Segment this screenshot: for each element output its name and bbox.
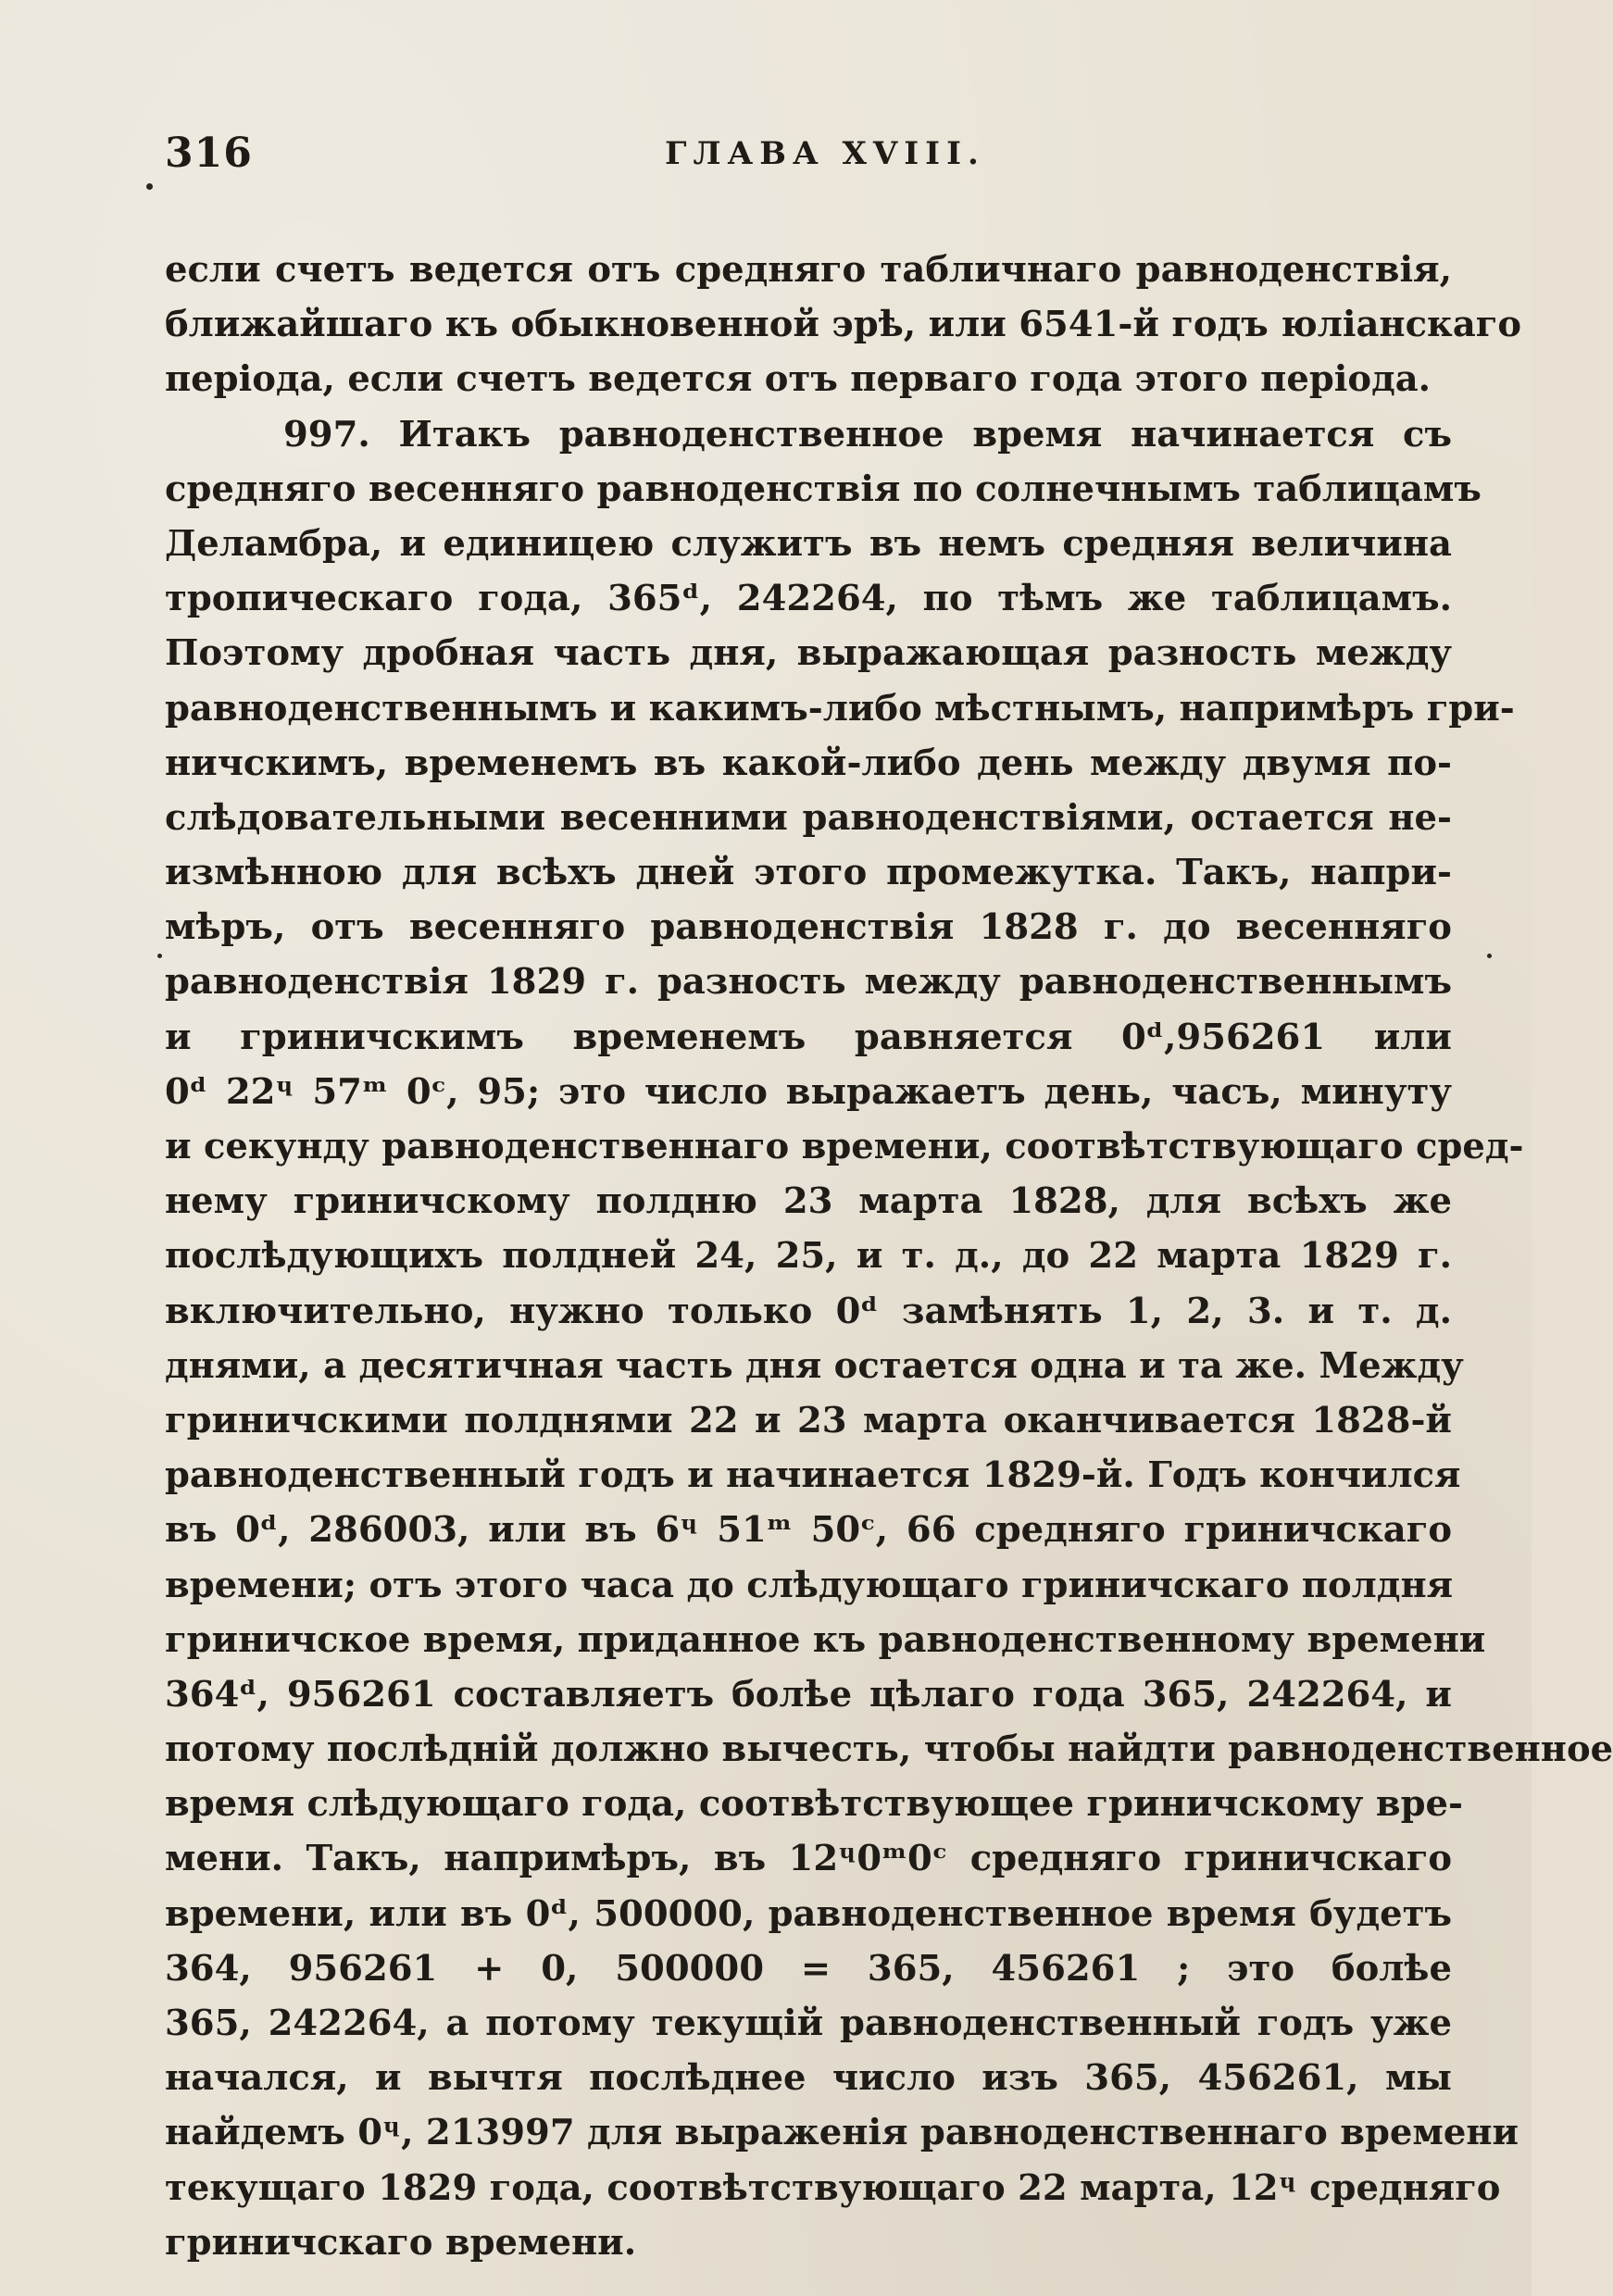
text-line: и гриничскимъ временемъ равняется 0ᵈ,956261 или bbox=[165, 1016, 1452, 1058]
text-line: слѣдовательными весенними равноденствіями, остается не- bbox=[165, 796, 1452, 839]
text-line: времени, или въ 0ᵈ, 500000, равноденственное время будетъ bbox=[165, 1892, 1452, 1935]
ink-speck bbox=[146, 183, 153, 190]
text-line: времени; отъ этого часа до слѣдующаго гриничскаго полдня bbox=[165, 1564, 1454, 1606]
text-line: Деламбра, и единицею служитъ въ немъ средняя величина bbox=[165, 522, 1452, 565]
text-line: 364ᵈ, 956261 составляетъ болѣе цѣлаго года 365, 242264, и bbox=[165, 1673, 1452, 1716]
text-line: послѣдующихъ полдней 24, 25, и т. д., до 22 марта 1829 г. bbox=[165, 1235, 1452, 1278]
text-line: и секунду равноденственнаго времени, соотвѣтствующаго сред- bbox=[165, 1126, 1524, 1167]
text-line: равноденственнымъ и какимъ-либо мѣстнымъ, напримѣръ гри- bbox=[165, 687, 1515, 730]
text-line: тропическаго года, 365ᵈ, 242264, по тѣмъ же таблицамъ. bbox=[165, 578, 1452, 620]
text-line: гриничскаго времени. bbox=[165, 2221, 637, 2264]
text-line: 364, 956261 + 0, 500000 = 365, 456261 ; это болѣе bbox=[165, 1947, 1452, 1990]
body-text bbox=[165, 243, 1613, 2270]
text-line: если счетъ ведется отъ средняго табличнаго равноденствія, bbox=[165, 249, 1452, 291]
text-line: ничскимъ, временемъ въ какой-либо день между двумя по- bbox=[165, 742, 1452, 784]
text-line: потому послѣдній должно вычесть, чтобы найдти равноденственное bbox=[165, 1728, 1613, 1771]
ink-speck bbox=[1487, 954, 1492, 958]
text-line: равноденственный годъ и начинается 1829-й. Годъ кончился bbox=[165, 1454, 1461, 1497]
text-line: гриничскими полднями 22 и 23 марта оканчивается 1828-й bbox=[165, 1399, 1452, 1441]
text-line: равноденствія 1829 г. разность между равноденственнымъ bbox=[165, 961, 1452, 1004]
ink-speck bbox=[157, 954, 162, 958]
text-line: текущаго 1829 года, соотвѣтствующаго 22 марта, 12ᶣ средняго bbox=[165, 2166, 1501, 2209]
text-line: періода, если счетъ ведется отъ перваго года этого періода. bbox=[165, 358, 1432, 401]
text-line: включительно, нужно только 0ᵈ замѣнять 1, 2, 3. и т. д. bbox=[165, 1290, 1452, 1332]
text-line: мѣръ, отъ весенняго равноденствія 1828 г. до весенняго bbox=[165, 906, 1452, 949]
text-line: измѣнною для всѣхъ дней этого промежутка. Такъ, напри- bbox=[165, 852, 1452, 894]
text-line: 0ᵈ 22ᶣ 57ᵐ 0ᶜ, 95; это число выражаетъ день, часъ, минуту bbox=[165, 1070, 1452, 1113]
text-line: мени. Такъ, напримѣръ, въ 12ᶣ0ᵐ0ᶜ средняго гриничскаго bbox=[165, 1838, 1452, 1880]
text-line: время слѣдующаго года, соотвѣтствующее гриничскому вре- bbox=[165, 1783, 1463, 1826]
running-title: ГЛАВА XVIII. bbox=[665, 135, 985, 172]
page-number: 316 bbox=[165, 130, 253, 177]
text-line: найдемъ 0ᶣ, 213997 для выраженія равноденственнаго времени bbox=[165, 2112, 1519, 2154]
text-line: средняго весенняго равноденствія по солнечнымъ таблицамъ bbox=[165, 468, 1482, 510]
text-line: 997. Итакъ равноденственное время начинается съ bbox=[283, 413, 1452, 455]
page-header bbox=[165, 130, 1461, 185]
text-line: начался, и вычтя послѣднее число изъ 365, 456261, мы bbox=[165, 2057, 1452, 2100]
text-line: ближайшаго къ обыкновенной эрѣ, или 6541-й годъ юліанскаго bbox=[165, 304, 1522, 346]
text-line: Поэтому дробная часть дня, выражающая разность между bbox=[165, 632, 1452, 675]
text-line: въ 0ᵈ, 286003, или въ 6ᶣ 51ᵐ 50ᶜ, 66 средняго гриничскаго bbox=[165, 1509, 1452, 1552]
text-line: нему гриничскому полдню 23 марта 1828, для всѣхъ же bbox=[165, 1180, 1452, 1223]
text-line: днями, а десятичная часть дня остается одна и та же. Между bbox=[165, 1344, 1464, 1387]
text-line: 365, 242264, а потому текущій равноденственный годъ уже bbox=[165, 2003, 1452, 2044]
text-line: гриничское время, приданное къ равноденственному времени bbox=[165, 1618, 1486, 1661]
